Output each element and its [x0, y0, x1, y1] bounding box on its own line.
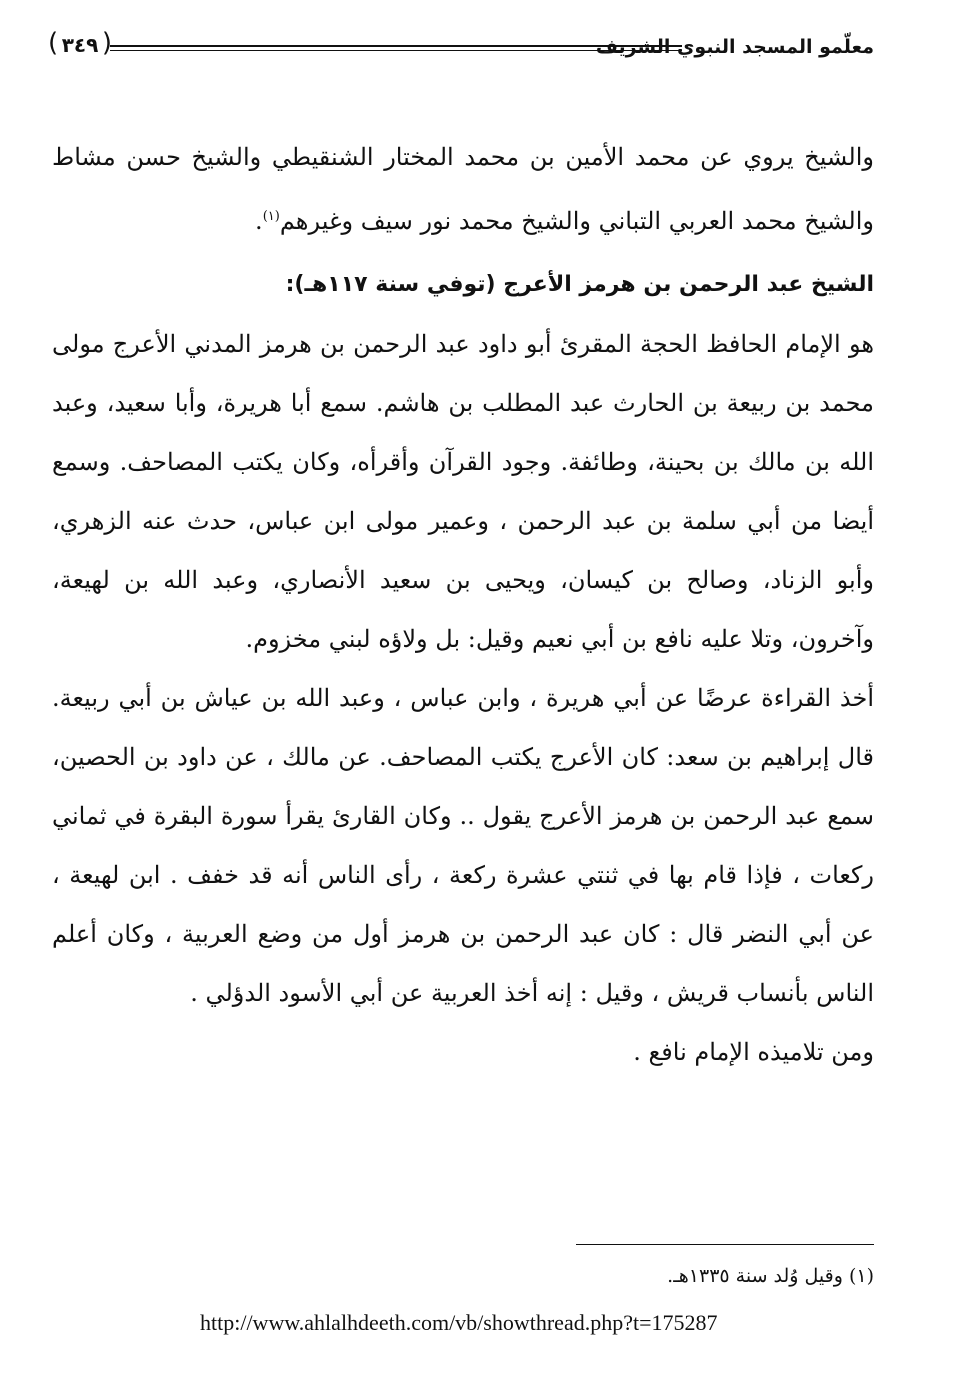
intro-end: .	[255, 207, 263, 235]
biography-paragraph: هو الإمام الحافظ الحجة المقرئ أبو داود عبد الرحمن بن هرمز المدني الأعرج مولى محمد بن ربيعة بن الحارث عبد المطلب بن هاشم. سمع أبا هريرة، وأبا سعيد، وعبد الله بن مالك بن بحينة، وطائفة. وجود القرآن وأقرأه، وكان يكتب المصاحف. وسمع أيضا من أبي سلمة بن عبد الرحمن ، وعمير مولى ابن عباس، حدث عنه الزهري، وأبو الزناد، وصالح بن كيسان، ويحيى بن سعيد الأنصاري، وعبد الله بن لهيعة، وآخرون، وتلا عليه نافع بن أبي نعيم وقيل: بل ولاؤه لبني مخزوم.	[52, 330, 874, 653]
header-rule	[110, 45, 682, 51]
intro-text: والشيخ يروي عن محمد الأمين بن محمد المختار الشنقيطي والشيخ حسن مشاط والشيخ محمد العربي التباني والشيخ محمد نور سيف وغيرهم	[52, 143, 874, 235]
page-number: ( ٣٤٩ )	[52, 30, 108, 60]
main-text	[52, 128, 874, 1082]
section-title: الشيخ عبد الرحمن بن هرمز الأعرج (توفي سنة ١١٧هـ):	[285, 272, 874, 297]
source-url: http://www.ahlalhdeeth.com/vb/showthread.php?t=175287	[200, 1310, 718, 1335]
footnote-ref: (١)	[262, 209, 280, 224]
students-paragraph: ومن تلاميذه الإمام نافع .	[633, 1038, 874, 1066]
running-title: معلّمو المسجد النبوي الشريف	[595, 36, 874, 58]
page-header	[52, 28, 874, 68]
footnote-separator	[576, 1244, 874, 1245]
footnote: (١) وقيل وُلد سنة ١٣٣٥هـ.	[667, 1265, 874, 1287]
reading-paragraph: أخذ القراءة عرضًا عن أبي هريرة ، وابن عباس ، وعبد الله بن عياش بن أبي ربيعة. قال إبراهيم بن سعد: كان الأعرج يكتب المصاحف. عن مالك ، عن داود بن الحصين، سمع عبد الرحمن بن هرمز الأعرج يقول .. وكان القارئ يقرأ سورة البقرة في ثماني ركعات ، فإذا قام بها في ثنتي عشرة ركعة ، رأى الناس أنه قد خفف . ابن لهيعة ، عن أبي النضر قال : كان عبد الرحمن بن هرمز أول من وضع العربية ، وكان أعلم الناس بأنساب قريش ، وقيل : إنه أخذ العربية عن أبي الأسود الدؤلي .	[52, 684, 874, 1007]
intro-paragraph	[52, 128, 874, 251]
